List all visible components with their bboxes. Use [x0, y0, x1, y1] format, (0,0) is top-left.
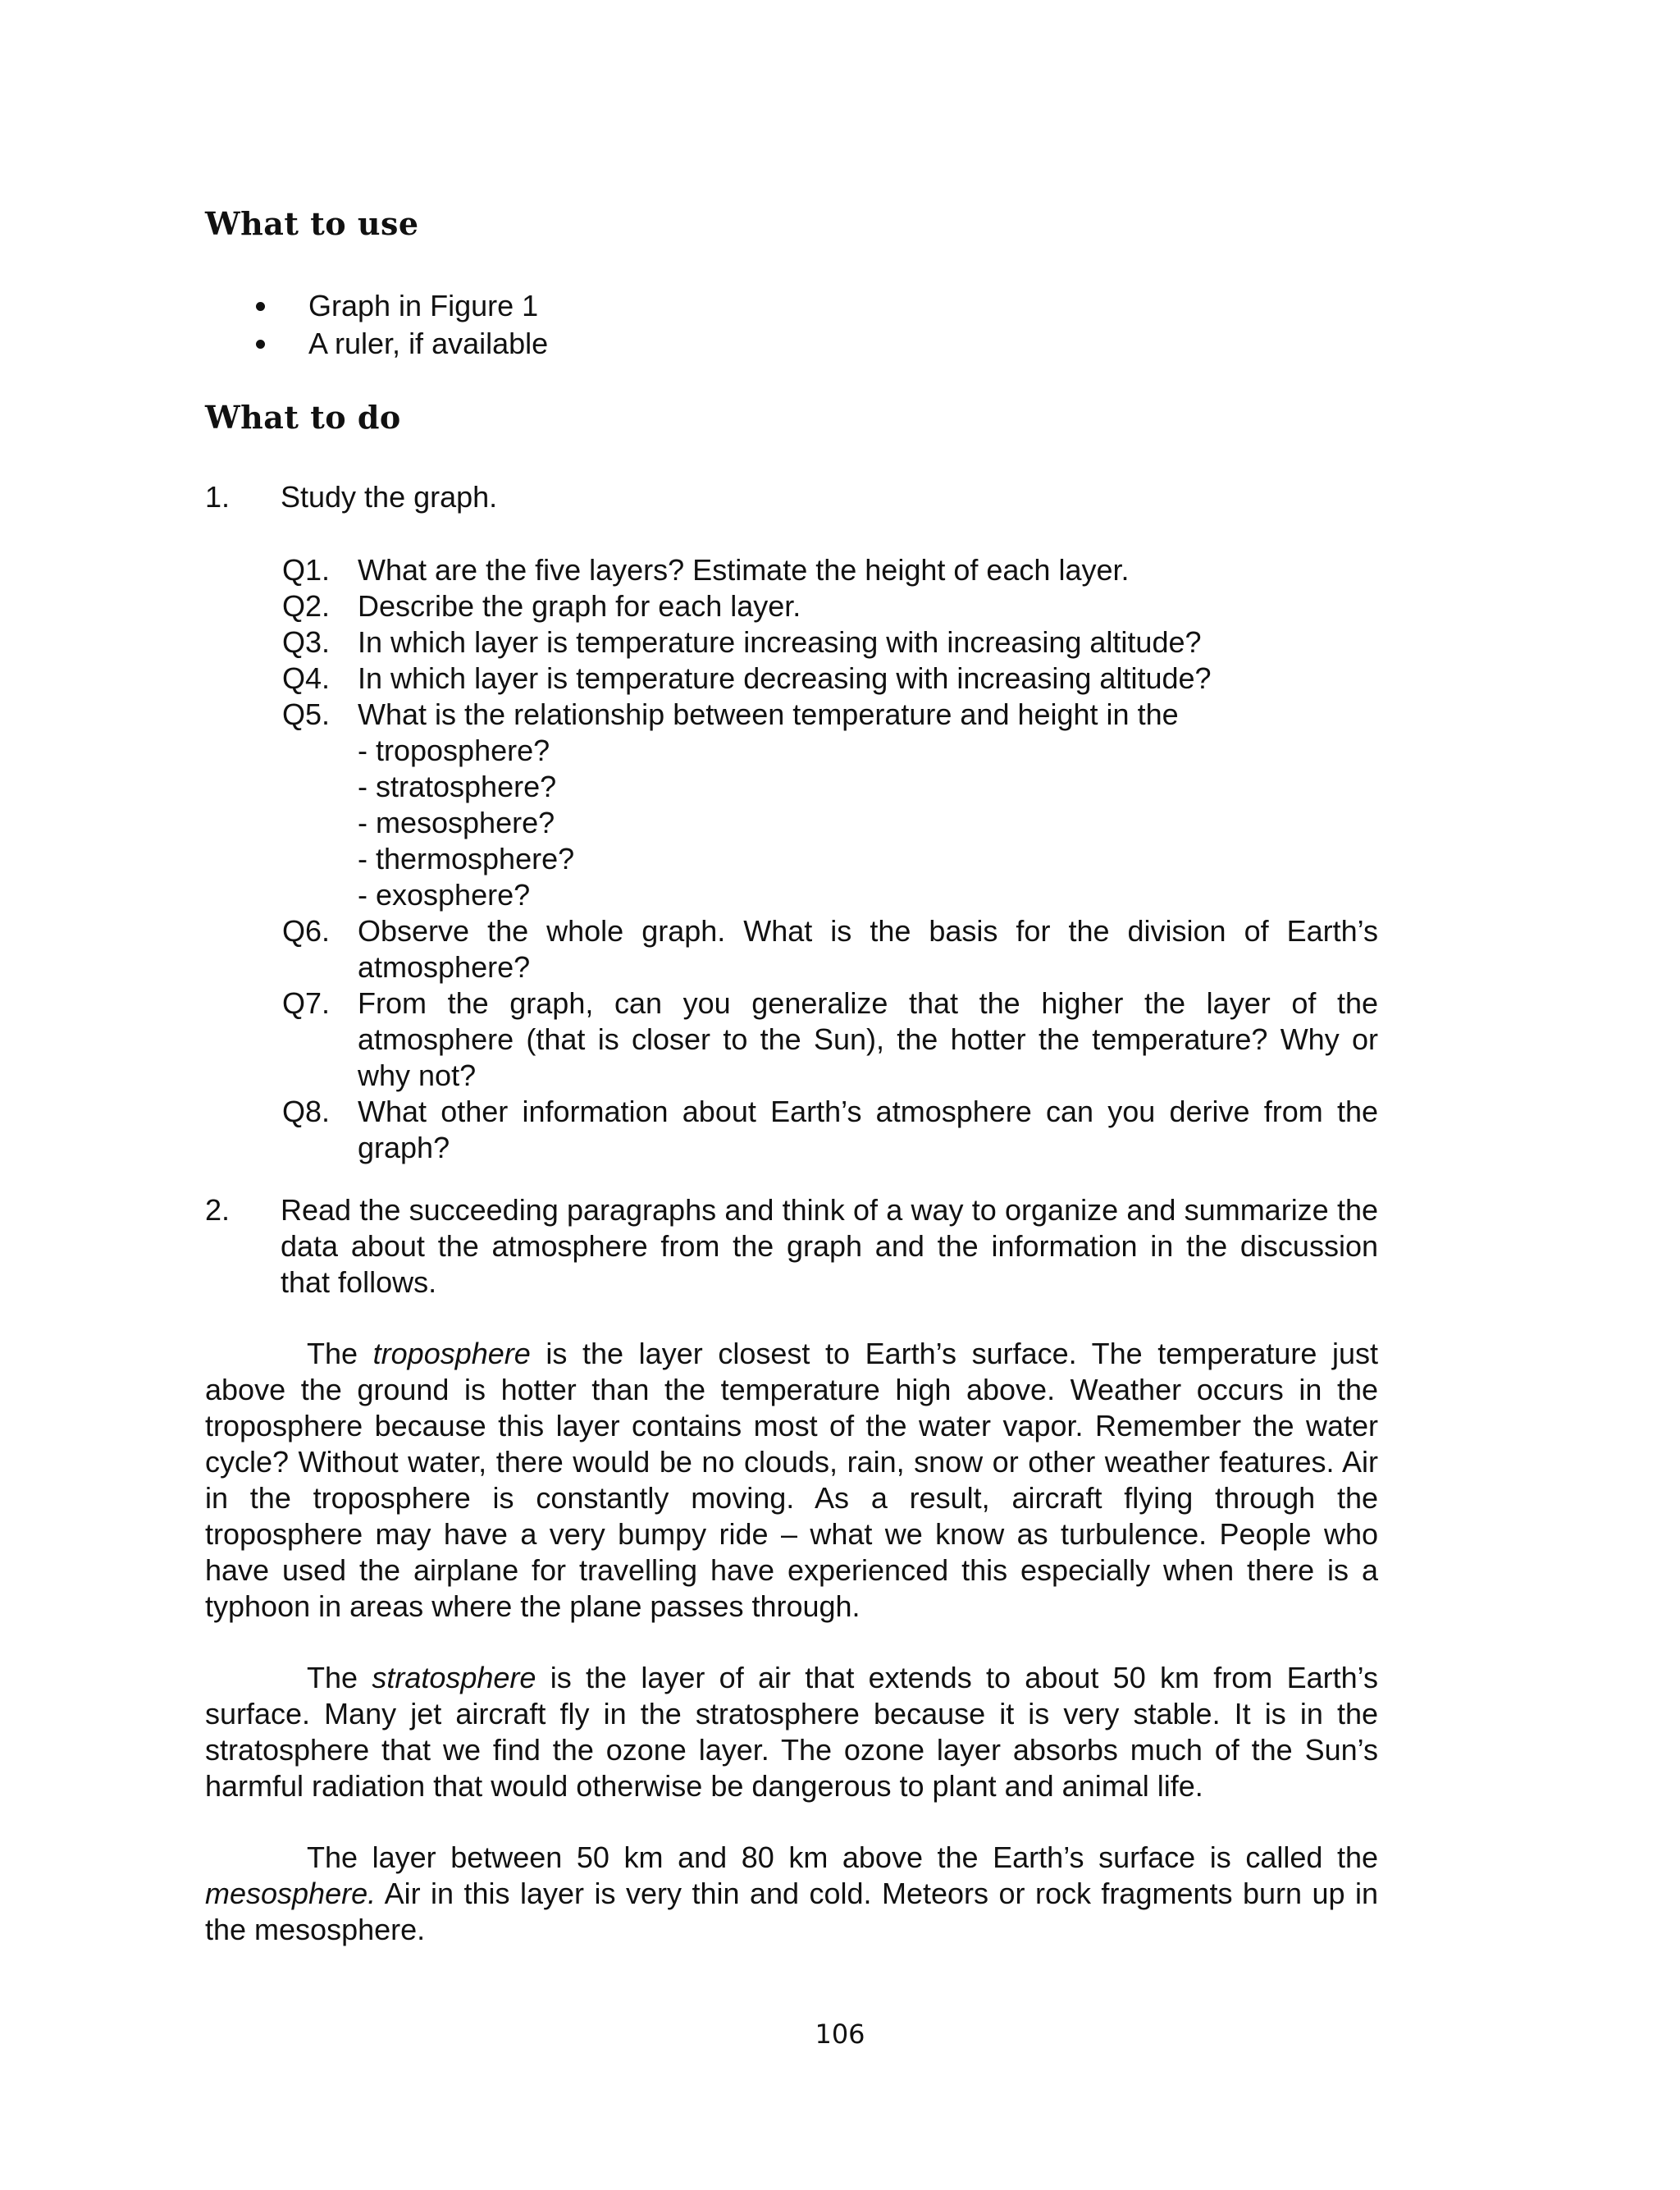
- question-item: [282, 1094, 1378, 1166]
- question-number: Q6.: [282, 914, 331, 948]
- sub-question-mesosphere: - mesosphere?: [358, 806, 555, 839]
- question-item: [282, 697, 1378, 913]
- question-text: From the graph, can you generalize that the higher the layer of the atmosphere (that is closer to the Sun), the hotter the temperature? Why or why not?: [358, 986, 1378, 1092]
- question-number: Q4.: [282, 661, 331, 695]
- material-ruler: A ruler, if available: [308, 327, 549, 360]
- question-list: [282, 552, 1378, 1166]
- question-text: Describe the graph for each layer.: [358, 589, 801, 623]
- question-text: In which layer is temperature decreasing with increasing altitude?: [358, 661, 1212, 695]
- question-text: In which layer is temperature increasing with increasing altitude?: [358, 625, 1202, 659]
- paragraph-troposphere: [205, 1336, 1378, 1625]
- sub-question-stratosphere: - stratosphere?: [358, 770, 557, 803]
- question-number: Q1.: [282, 553, 331, 587]
- heading-what-to-use: What to use: [205, 205, 419, 242]
- sub-question-thermosphere: - thermosphere?: [358, 842, 575, 876]
- question-item: [282, 552, 1378, 588]
- term-stratosphere: stratosphere: [372, 1661, 536, 1694]
- bullet-icon: [256, 302, 265, 311]
- question-item: [282, 913, 1378, 985]
- sub-question-exosphere: - exosphere?: [358, 878, 531, 912]
- question-item: [282, 624, 1378, 661]
- step-text: Study the graph.: [281, 480, 498, 514]
- question-item: [282, 588, 1378, 624]
- question-text: What other information about Earth’s atmosphere can you derive from the graph?: [358, 1095, 1378, 1164]
- question-number: Q8.: [282, 1095, 331, 1128]
- step-1: [205, 479, 1378, 515]
- list-item: [205, 287, 548, 325]
- paragraph-text: Air in this layer is very thin and cold. Meteors or rock fragments burn up in the mesosphere.: [205, 1877, 1378, 1946]
- paragraph-text: The: [307, 1337, 373, 1370]
- term-troposphere: troposphere: [372, 1337, 531, 1370]
- step-number: 1.: [205, 480, 231, 514]
- paragraph-mesosphere: [205, 1840, 1378, 1948]
- paragraph-text: The layer between 50 km and 80 km above the Earth’s surface is called the: [307, 1840, 1378, 1874]
- step-number: 2.: [205, 1193, 231, 1227]
- paragraph-text: is the layer of air that extends to about 50 km from Earth’s surface. Many jet aircraft fly in the stratosphere because it is very stable. It is in the stratosphere that we find the ozone layer. The ozone layer absorbs much of the Sun’s harmful radiation that would otherwise be dangerous to plant and animal life.: [205, 1661, 1378, 1803]
- question-item: [282, 985, 1378, 1094]
- question-number: Q2.: [282, 589, 331, 623]
- question-text: What are the five layers? Estimate the height of each layer.: [358, 553, 1130, 587]
- question-text: What is the relationship between temperature and height in the: [358, 697, 1179, 731]
- paragraph-text: is the layer closest to Earth’s surface. The temperature just above the ground is hotter than the temperature high above. Weather occurs in the troposphere because this layer contains most of the water vapor. Remember the water cycle? Without water, there would be no clouds, rain, snow or other weather features. Air in the troposphere is constantly moving. As a result, aircraft flying through the troposphere may have a very bumpy ride – what we know as turbulence. People who have used the airplane for travelling have experienced this especially when there is a typhoon in areas where the plane passes through.: [205, 1337, 1378, 1623]
- sub-question-troposphere: - troposphere?: [358, 734, 550, 767]
- question-number: Q7.: [282, 986, 331, 1020]
- question-item: [282, 661, 1378, 697]
- heading-what-to-do: What to do: [205, 399, 401, 436]
- list-item: [205, 325, 548, 363]
- question-number: Q3.: [282, 625, 331, 659]
- bullet-icon: [256, 340, 265, 349]
- paragraph-text: The: [307, 1661, 372, 1694]
- page-number: 106: [815, 2019, 865, 2050]
- paragraph-stratosphere: [205, 1660, 1378, 1804]
- question-number: Q5.: [282, 697, 331, 731]
- step-2: [205, 1192, 1378, 1301]
- materials-list: [205, 287, 548, 363]
- question-text: Observe the whole graph. What is the basis for the division of Earth’s atmosphere?: [358, 914, 1378, 984]
- step-text: Read the succeeding paragraphs and think of a way to organize and summarize the data about the atmosphere from the graph and the information in the discussion that follows.: [281, 1193, 1378, 1299]
- term-mesosphere: mesosphere.: [205, 1877, 377, 1910]
- material-graph: Graph in Figure 1: [308, 289, 539, 322]
